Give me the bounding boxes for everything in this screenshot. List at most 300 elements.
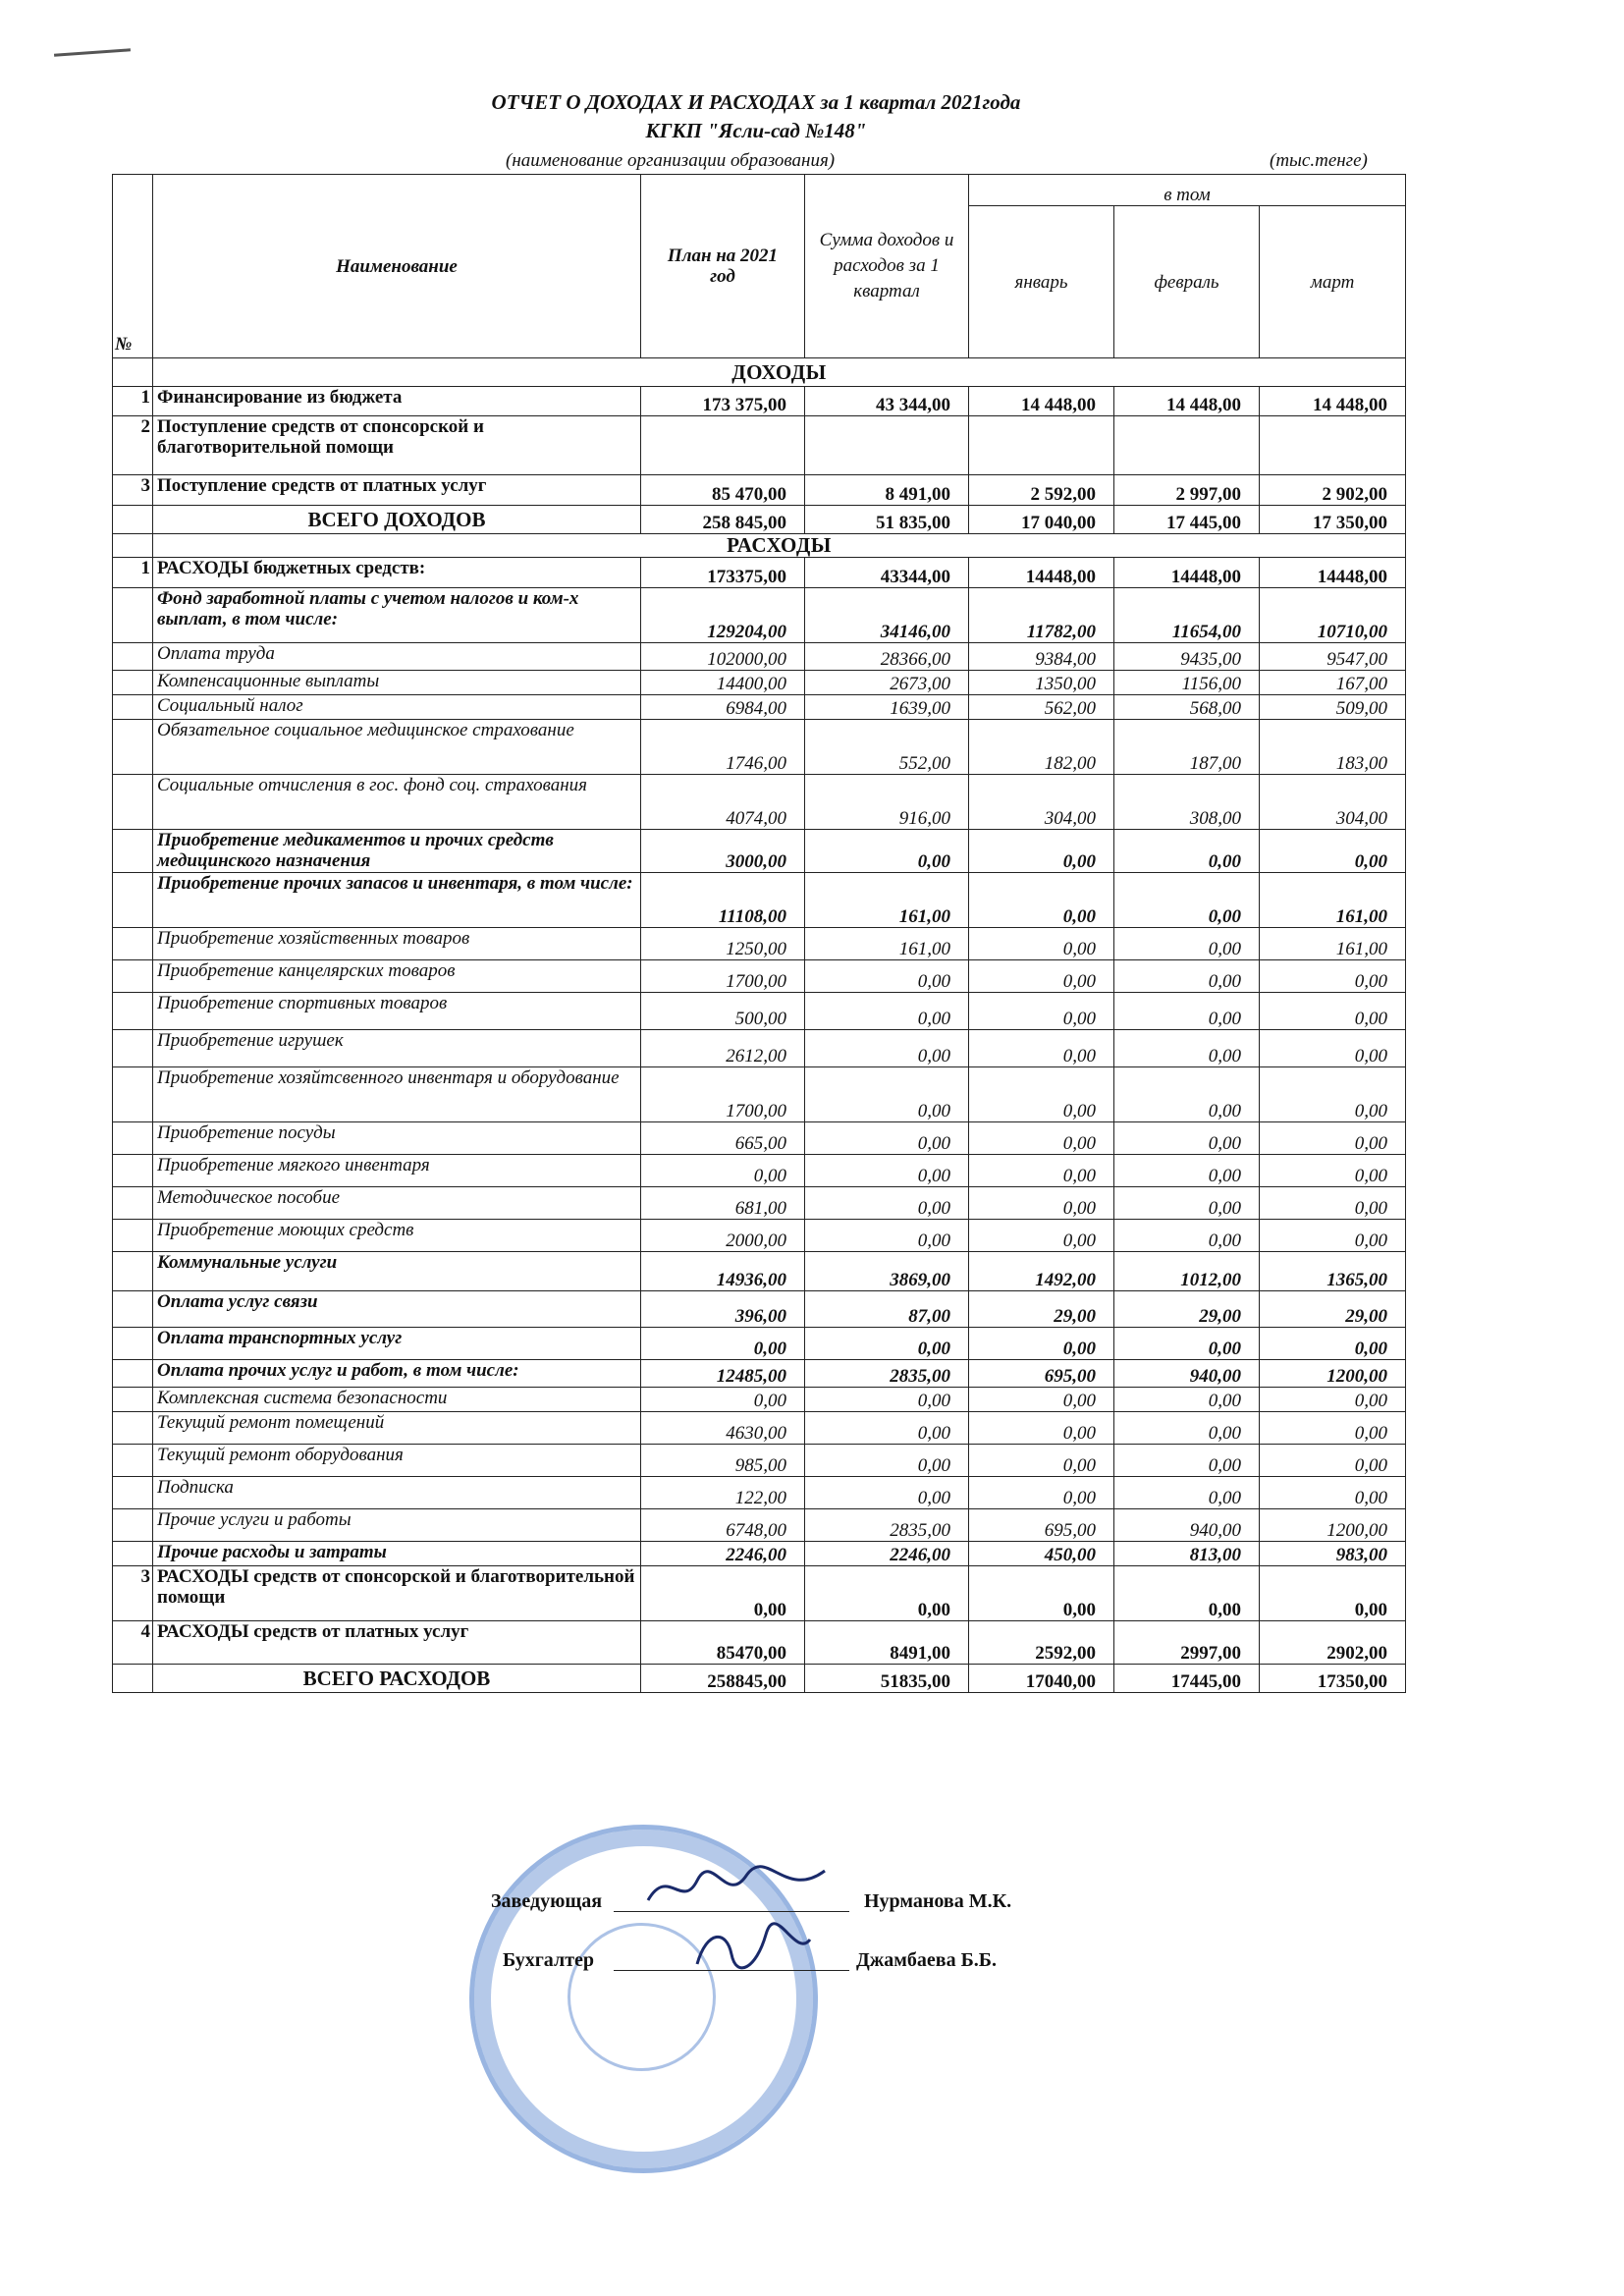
organization-caption: (наименование организации образования)	[506, 150, 836, 171]
row-number	[113, 1252, 153, 1291]
expense-row	[113, 873, 1406, 928]
row-number	[113, 695, 153, 720]
row-sum-value: 916,00	[805, 775, 969, 830]
row-name: Приобретение посуды	[153, 1122, 641, 1155]
row-name: Приобретение медикаментов и прочих средств медицинского назначения	[153, 830, 641, 873]
row-plan-value: 11108,00	[641, 873, 805, 928]
row-mar-value: 2902,00	[1260, 1621, 1406, 1665]
row-feb-value: 1012,00	[1114, 1252, 1260, 1291]
row-name: Компенсационные выплаты	[153, 671, 641, 695]
report-table	[112, 174, 1406, 1693]
expense-row	[113, 695, 1406, 720]
row-jan-value: 0,00	[969, 1445, 1114, 1477]
row-name: РАСХОДЫ бюджетных средств:	[153, 558, 641, 588]
row-sum-value: 552,00	[805, 720, 969, 775]
accountant-signature	[687, 1920, 815, 1979]
expense-row	[113, 1030, 1406, 1067]
row-plan-value: 396,00	[641, 1291, 805, 1328]
row-plan-value: 173375,00	[641, 558, 805, 588]
row-name: Приобретение хозяйтсвенного инвентаря и оборудование	[153, 1067, 641, 1122]
row-number	[113, 1122, 153, 1155]
row-plan-value: 500,00	[641, 993, 805, 1030]
header-group: в том	[969, 175, 1406, 206]
row-number	[113, 1030, 153, 1067]
row-mar-value: 161,00	[1260, 928, 1406, 960]
row-mar-value: 161,00	[1260, 873, 1406, 928]
row-feb-value: 0,00	[1114, 1566, 1260, 1621]
row-feb-value: 17 445,00	[1114, 506, 1260, 534]
row-name: Методическое пособие	[153, 1187, 641, 1220]
row-mar-value	[1260, 416, 1406, 475]
row-jan-value: 11782,00	[969, 588, 1114, 643]
row-sum-value: 3869,00	[805, 1252, 969, 1291]
row-feb-value: 0,00	[1114, 928, 1260, 960]
row-sum-value: 0,00	[805, 1187, 969, 1220]
row-name: РАСХОДЫ средств от платных услуг	[153, 1621, 641, 1665]
row-plan-value: 1700,00	[641, 1067, 805, 1122]
row-sum-value: 0,00	[805, 1220, 969, 1252]
row-name: Оплата услуг связи	[153, 1291, 641, 1328]
row-sum-value: 2246,00	[805, 1542, 969, 1566]
row-plan-value: 12485,00	[641, 1360, 805, 1388]
head-label: Заведующая	[491, 1890, 603, 1912]
row-feb-value: 0,00	[1114, 960, 1260, 993]
row-number: 1	[113, 387, 153, 416]
row-plan-value: 1746,00	[641, 720, 805, 775]
row-name: Оплата прочих услуг и работ, в том числе:	[153, 1360, 641, 1388]
row-number	[113, 830, 153, 873]
row-sum-value: 43344,00	[805, 558, 969, 588]
row-number: 2	[113, 416, 153, 475]
row-mar-value: 1200,00	[1260, 1509, 1406, 1542]
row-sum-value: 0,00	[805, 830, 969, 873]
row-number	[113, 671, 153, 695]
row-plan-value: 1250,00	[641, 928, 805, 960]
row-jan-value: 14448,00	[969, 558, 1114, 588]
report-table-wrapper	[112, 174, 1405, 1693]
row-sum-value: 0,00	[805, 1155, 969, 1187]
row-name: Приобретение моющих средств	[153, 1220, 641, 1252]
row-jan-value: 0,00	[969, 1030, 1114, 1067]
row-sum-value: 43 344,00	[805, 387, 969, 416]
organization-name: КГКП "Ясли-сад №148"	[645, 119, 867, 142]
row-number	[113, 1187, 153, 1220]
row-plan-value: 6748,00	[641, 1509, 805, 1542]
row-feb-value: 2 997,00	[1114, 475, 1260, 506]
header-mar: март	[1260, 206, 1406, 358]
row-jan-value: 304,00	[969, 775, 1114, 830]
row-sum-value: 87,00	[805, 1291, 969, 1328]
row-mar-value: 1200,00	[1260, 1360, 1406, 1388]
row-mar-value: 0,00	[1260, 1445, 1406, 1477]
expense-row	[113, 775, 1406, 830]
row-mar-value: 0,00	[1260, 1220, 1406, 1252]
row-plan-value: 4630,00	[641, 1412, 805, 1445]
row-mar-value: 0,00	[1260, 1187, 1406, 1220]
row-sum-value: 0,00	[805, 1067, 969, 1122]
row-jan-value: 0,00	[969, 1388, 1114, 1412]
row-sum-value: 161,00	[805, 873, 969, 928]
row-number	[113, 588, 153, 643]
units-caption: (тыс.тенге)	[1270, 150, 1368, 171]
expense-row	[113, 558, 1406, 588]
row-plan-value: 85470,00	[641, 1621, 805, 1665]
row-plan-value: 681,00	[641, 1187, 805, 1220]
row-number	[113, 1291, 153, 1328]
row-jan-value	[969, 416, 1114, 475]
row-mar-value: 983,00	[1260, 1542, 1406, 1566]
row-feb-value: 0,00	[1114, 1030, 1260, 1067]
row-feb-value: 0,00	[1114, 873, 1260, 928]
row-mar-value: 509,00	[1260, 695, 1406, 720]
expense-row	[113, 1477, 1406, 1509]
row-number	[113, 643, 153, 671]
row-feb-value: 17445,00	[1114, 1665, 1260, 1693]
row-name: Прочие услуги и работы	[153, 1509, 641, 1542]
row-feb-value: 0,00	[1114, 1477, 1260, 1509]
row-sum-value: 8 491,00	[805, 475, 969, 506]
row-name: Оплата труда	[153, 643, 641, 671]
row-feb-value: 11654,00	[1114, 588, 1260, 643]
row-mar-value: 0,00	[1260, 993, 1406, 1030]
row-sum-value: 51835,00	[805, 1665, 969, 1693]
expense-row	[113, 588, 1406, 643]
row-plan-value: 85 470,00	[641, 475, 805, 506]
header-feb: февраль	[1114, 206, 1260, 358]
row-plan-value: 4074,00	[641, 775, 805, 830]
row-name: Приобретение мягкого инвентаря	[153, 1155, 641, 1187]
row-jan-value: 14 448,00	[969, 387, 1114, 416]
row-sum-value: 2673,00	[805, 671, 969, 695]
row-sum-value: 161,00	[805, 928, 969, 960]
row-feb-value: 0,00	[1114, 993, 1260, 1030]
row-number	[113, 1542, 153, 1566]
row-number	[113, 928, 153, 960]
row-jan-value: 695,00	[969, 1509, 1114, 1542]
row-number	[113, 1220, 153, 1252]
row-name: Текущий ремонт оборудования	[153, 1445, 641, 1477]
row-jan-value: 0,00	[969, 830, 1114, 873]
row-feb-value: 14 448,00	[1114, 387, 1260, 416]
row-feb-value: 14448,00	[1114, 558, 1260, 588]
row-mar-value: 1365,00	[1260, 1252, 1406, 1291]
expense-row	[113, 1360, 1406, 1388]
row-plan-value: 258 845,00	[641, 506, 805, 534]
row-number	[113, 1328, 153, 1360]
expense-row	[113, 993, 1406, 1030]
row-jan-value: 17040,00	[969, 1665, 1114, 1693]
row-jan-value: 695,00	[969, 1360, 1114, 1388]
row-number	[113, 1360, 153, 1388]
expense-row	[113, 1412, 1406, 1445]
row-sum-value: 0,00	[805, 993, 969, 1030]
row-plan-value: 3000,00	[641, 830, 805, 873]
expense-section-spacer	[113, 534, 153, 558]
row-name: Текущий ремонт помещений	[153, 1412, 641, 1445]
row-mar-value: 304,00	[1260, 775, 1406, 830]
row-jan-value: 0,00	[969, 1187, 1114, 1220]
row-number	[113, 775, 153, 830]
row-sum-value: 0,00	[805, 1477, 969, 1509]
row-jan-value: 17 040,00	[969, 506, 1114, 534]
row-plan-value	[641, 416, 805, 475]
row-feb-value: 0,00	[1114, 1067, 1260, 1122]
row-plan-value: 0,00	[641, 1566, 805, 1621]
row-mar-value: 14 448,00	[1260, 387, 1406, 416]
row-number	[113, 720, 153, 775]
expense-row	[113, 1155, 1406, 1187]
expense-row	[113, 720, 1406, 775]
row-feb-value: 813,00	[1114, 1542, 1260, 1566]
row-feb-value: 0,00	[1114, 830, 1260, 873]
head-signature	[638, 1861, 835, 1920]
row-number: 3	[113, 1566, 153, 1621]
header-jan: январь	[969, 206, 1114, 358]
row-name: Приобретение прочих запасов и инвентаря, в том числе:	[153, 873, 641, 928]
row-number: 3	[113, 475, 153, 506]
row-feb-value: 2997,00	[1114, 1621, 1260, 1665]
row-jan-value: 0,00	[969, 873, 1114, 928]
report-table-body	[113, 358, 1406, 1693]
row-feb-value: 0,00	[1114, 1155, 1260, 1187]
expense-section-row	[113, 534, 1406, 558]
row-mar-value: 10710,00	[1260, 588, 1406, 643]
row-name: Оплата транспортных услуг	[153, 1328, 641, 1360]
row-plan-value: 665,00	[641, 1122, 805, 1155]
row-name: Приобретение игрушек	[153, 1030, 641, 1067]
row-plan-value: 2246,00	[641, 1542, 805, 1566]
row-number: 4	[113, 1621, 153, 1665]
expense-row	[113, 960, 1406, 993]
row-sum-value: 0,00	[805, 1328, 969, 1360]
row-plan-value: 0,00	[641, 1388, 805, 1412]
row-name: Социальные отчисления в гос. фонд соц. страхования	[153, 775, 641, 830]
row-feb-value: 0,00	[1114, 1412, 1260, 1445]
row-plan-value: 102000,00	[641, 643, 805, 671]
row-number	[113, 993, 153, 1030]
row-jan-value: 450,00	[969, 1542, 1114, 1566]
row-mar-value: 29,00	[1260, 1291, 1406, 1328]
row-number	[113, 1412, 153, 1445]
row-name: Фонд заработной платы с учетом налогов и ком-х выплат, в том числе:	[153, 588, 641, 643]
row-jan-value: 562,00	[969, 695, 1114, 720]
expense-row	[113, 1252, 1406, 1291]
row-name: Комплексная система безопасности	[153, 1388, 641, 1412]
expense-row	[113, 1566, 1406, 1621]
row-plan-value: 14400,00	[641, 671, 805, 695]
row-name: Обязательное социальное медицинское страхование	[153, 720, 641, 775]
row-mar-value: 183,00	[1260, 720, 1406, 775]
row-sum-value: 0,00	[805, 1030, 969, 1067]
row-number: 1	[113, 558, 153, 588]
row-feb-value: 0,00	[1114, 1328, 1260, 1360]
row-plan-value: 985,00	[641, 1445, 805, 1477]
header-num: №	[113, 175, 153, 358]
row-number	[113, 1509, 153, 1542]
row-sum-value: 0,00	[805, 960, 969, 993]
row-sum-value: 0,00	[805, 1412, 969, 1445]
row-sum-value: 0,00	[805, 1388, 969, 1412]
row-number	[113, 506, 153, 534]
row-feb-value: 187,00	[1114, 720, 1260, 775]
row-jan-value: 0,00	[969, 1412, 1114, 1445]
row-jan-value: 2 592,00	[969, 475, 1114, 506]
row-mar-value: 0,00	[1260, 1067, 1406, 1122]
row-plan-value: 258845,00	[641, 1665, 805, 1693]
row-sum-value: 0,00	[805, 1122, 969, 1155]
expense-row	[113, 1122, 1406, 1155]
report-title: ОТЧЕТ О ДОХОДАХ И РАСХОДАХ за 1 квартал 2021года	[491, 90, 1021, 114]
expense-row	[113, 1388, 1406, 1412]
row-feb-value: 0,00	[1114, 1220, 1260, 1252]
row-plan-value: 0,00	[641, 1155, 805, 1187]
expense-row	[113, 1220, 1406, 1252]
expense-row	[113, 1445, 1406, 1477]
row-feb-value: 0,00	[1114, 1388, 1260, 1412]
row-number	[113, 1477, 153, 1509]
row-name: ВСЕГО ДОХОДОВ	[153, 506, 641, 534]
row-sum-value: 8491,00	[805, 1621, 969, 1665]
row-name: Прочие расходы и затраты	[153, 1542, 641, 1566]
row-mar-value: 0,00	[1260, 960, 1406, 993]
row-feb-value: 1156,00	[1114, 671, 1260, 695]
row-name: Коммунальные услуги	[153, 1252, 641, 1291]
expense-total-row	[113, 1665, 1406, 1693]
row-number	[113, 1445, 153, 1477]
accountant-label: Бухгалтер	[503, 1949, 595, 1971]
row-feb-value: 9435,00	[1114, 643, 1260, 671]
row-feb-value: 940,00	[1114, 1509, 1260, 1542]
row-name: Приобретение канцелярских товаров	[153, 960, 641, 993]
row-mar-value: 0,00	[1260, 1030, 1406, 1067]
row-plan-value: 2000,00	[641, 1220, 805, 1252]
row-number	[113, 1388, 153, 1412]
row-name: Поступление средств от спонсорской и благотворительной помощи	[153, 416, 641, 475]
accountant-name: Джамбаева Б.Б.	[856, 1949, 998, 1971]
row-jan-value: 0,00	[969, 993, 1114, 1030]
row-jan-value: 29,00	[969, 1291, 1114, 1328]
expense-section-title: РАСХОДЫ	[153, 534, 1406, 558]
row-jan-value: 2592,00	[969, 1621, 1114, 1665]
row-feb-value: 0,00	[1114, 1445, 1260, 1477]
expense-row	[113, 1291, 1406, 1328]
expense-row	[113, 1067, 1406, 1122]
header-sum: Сумма доходов и расходов за 1 квартал	[805, 175, 969, 358]
row-jan-value: 0,00	[969, 1477, 1114, 1509]
row-mar-value: 0,00	[1260, 1328, 1406, 1360]
row-name: ВСЕГО РАСХОДОВ	[153, 1665, 641, 1693]
expense-row	[113, 1187, 1406, 1220]
expense-row	[113, 671, 1406, 695]
head-name: Нурманова М.К.	[864, 1890, 1012, 1912]
expense-row	[113, 643, 1406, 671]
row-name: Поступление средств от платных услуг	[153, 475, 641, 506]
row-feb-value: 308,00	[1114, 775, 1260, 830]
row-sum-value: 0,00	[805, 1445, 969, 1477]
row-jan-value: 0,00	[969, 1067, 1114, 1122]
row-number	[113, 1155, 153, 1187]
header-plan: План на 2021 год	[641, 175, 805, 358]
row-plan-value: 2612,00	[641, 1030, 805, 1067]
row-number	[113, 1067, 153, 1122]
income-row	[113, 416, 1406, 475]
expense-row	[113, 928, 1406, 960]
row-mar-value: 0,00	[1260, 830, 1406, 873]
expense-row	[113, 830, 1406, 873]
expense-row	[113, 1621, 1406, 1665]
row-plan-value: 173 375,00	[641, 387, 805, 416]
row-mar-value: 167,00	[1260, 671, 1406, 695]
income-section-row	[113, 358, 1406, 387]
row-mar-value: 17350,00	[1260, 1665, 1406, 1693]
row-mar-value: 17 350,00	[1260, 506, 1406, 534]
row-plan-value: 0,00	[641, 1328, 805, 1360]
row-mar-value: 0,00	[1260, 1566, 1406, 1621]
row-jan-value: 0,00	[969, 1566, 1114, 1621]
income-row	[113, 475, 1406, 506]
row-jan-value: 0,00	[969, 960, 1114, 993]
row-jan-value: 9384,00	[969, 643, 1114, 671]
row-mar-value: 14448,00	[1260, 558, 1406, 588]
row-sum-value: 34146,00	[805, 588, 969, 643]
row-jan-value: 0,00	[969, 1155, 1114, 1187]
row-name: Социальный налог	[153, 695, 641, 720]
row-plan-value: 6984,00	[641, 695, 805, 720]
row-mar-value: 0,00	[1260, 1412, 1406, 1445]
expense-row	[113, 1509, 1406, 1542]
row-feb-value: 568,00	[1114, 695, 1260, 720]
row-jan-value: 0,00	[969, 1122, 1114, 1155]
row-sum-value: 0,00	[805, 1566, 969, 1621]
row-name: Приобретение хозяйственных товаров	[153, 928, 641, 960]
row-mar-value: 2 902,00	[1260, 475, 1406, 506]
row-mar-value: 0,00	[1260, 1477, 1406, 1509]
row-sum-value: 2835,00	[805, 1360, 969, 1388]
row-name: РАСХОДЫ средств от спонсорской и благотворительной помощи	[153, 1566, 641, 1621]
row-feb-value: 940,00	[1114, 1360, 1260, 1388]
row-feb-value	[1114, 416, 1260, 475]
row-mar-value: 0,00	[1260, 1388, 1406, 1412]
row-plan-value: 129204,00	[641, 588, 805, 643]
income-total-row	[113, 506, 1406, 534]
row-jan-value: 1350,00	[969, 671, 1114, 695]
row-feb-value: 0,00	[1114, 1187, 1260, 1220]
expense-row	[113, 1542, 1406, 1566]
row-feb-value: 29,00	[1114, 1291, 1260, 1328]
row-sum-value: 2835,00	[805, 1509, 969, 1542]
row-jan-value: 1492,00	[969, 1252, 1114, 1291]
row-sum-value: 1639,00	[805, 695, 969, 720]
row-plan-value: 1700,00	[641, 960, 805, 993]
row-number	[113, 960, 153, 993]
row-jan-value: 182,00	[969, 720, 1114, 775]
row-jan-value: 0,00	[969, 928, 1114, 960]
row-number	[113, 873, 153, 928]
row-jan-value: 0,00	[969, 1328, 1114, 1360]
row-sum-value: 28366,00	[805, 643, 969, 671]
scan-mark	[54, 48, 131, 56]
row-plan-value: 14936,00	[641, 1252, 805, 1291]
row-feb-value: 0,00	[1114, 1122, 1260, 1155]
income-section-title: ДОХОДЫ	[153, 358, 1406, 387]
header-name: Наименование	[153, 175, 641, 358]
row-jan-value: 0,00	[969, 1220, 1114, 1252]
row-mar-value: 0,00	[1260, 1122, 1406, 1155]
row-number	[113, 1665, 153, 1693]
row-name: Подписка	[153, 1477, 641, 1509]
income-row	[113, 387, 1406, 416]
row-mar-value: 0,00	[1260, 1155, 1406, 1187]
